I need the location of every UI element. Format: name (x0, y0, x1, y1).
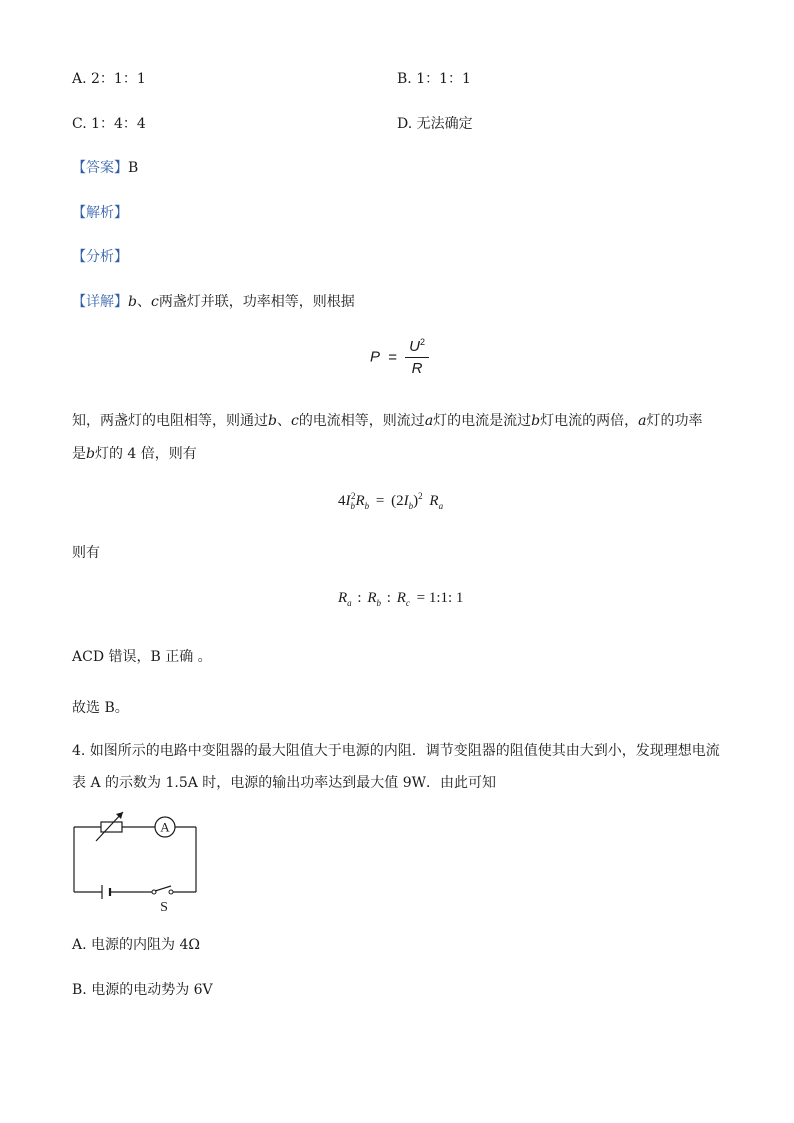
fraction (405, 337, 429, 377)
analysis-label: 【解析】 (72, 205, 128, 221)
switch-contact-right (169, 890, 173, 894)
answer-value: B (128, 160, 139, 176)
then-text: 则有 (72, 545, 100, 561)
detail-line (72, 291, 355, 311)
choose-line: 故选 B。 (72, 700, 129, 716)
formula-eq: = (388, 348, 397, 366)
ammeter-label: A (160, 819, 170, 835)
option-a: A. 2：1：1 (72, 71, 146, 87)
option-c: C. 1：4：4 (72, 116, 146, 132)
formula-ratio: $R_a$ : $R_b$ : $R_c$ = 1:1: 1 (338, 590, 464, 608)
switch-label: S (160, 900, 168, 915)
circuit-diagram (60, 805, 210, 917)
question4-line2: 表 A 的示数为 1.5A 时，电源的输出功率达到最大值 9W．由此可知 (72, 775, 497, 791)
detail-label: 【详解】 (72, 294, 128, 310)
var-c: c (150, 294, 159, 310)
q4-option-a: A. 电源的内阻为 4Ω (72, 937, 200, 953)
option-b: B. 1：1：1 (397, 71, 471, 87)
question4-line1: 4. 如图所示的电路中变阻器的最大阻值大于电源的内阻．调节变阻器的阻值使其由大到小，发现理想电流 (72, 743, 720, 759)
answer-line (72, 157, 138, 177)
formula-lhs: P (370, 348, 381, 366)
formula-power (370, 337, 429, 377)
option-d: D. 无法确定 (397, 116, 473, 132)
para2-line2: 是b灯的 4 倍，则有 (72, 446, 197, 462)
answer-label: 【答案】 (72, 160, 128, 176)
switch-blade (155, 886, 171, 891)
fraction-denominator: R (411, 360, 423, 377)
fraction-numerator: $U^2$ (405, 337, 429, 358)
var-b: b (128, 294, 137, 310)
q4-option-b: B. 电源的电动势为 6V (72, 982, 213, 998)
fenxi-label: 【分析】 (72, 249, 128, 265)
conclusion: ACD 错误，B 正确 。 (72, 649, 212, 665)
para2-line1: 知，两盏灯的电阻相等，则通过b、c的电流相等，则流过a灯的电流是流过b灯电流的两倍，a灯的功率 (72, 413, 703, 429)
sep: 、 (136, 294, 151, 310)
detail-text: 两盏灯并联，功率相等，则根据 (158, 294, 355, 310)
formula-equation: $4I_b^2R_b = (2I_b)^2$ $R_a$ (338, 491, 444, 511)
